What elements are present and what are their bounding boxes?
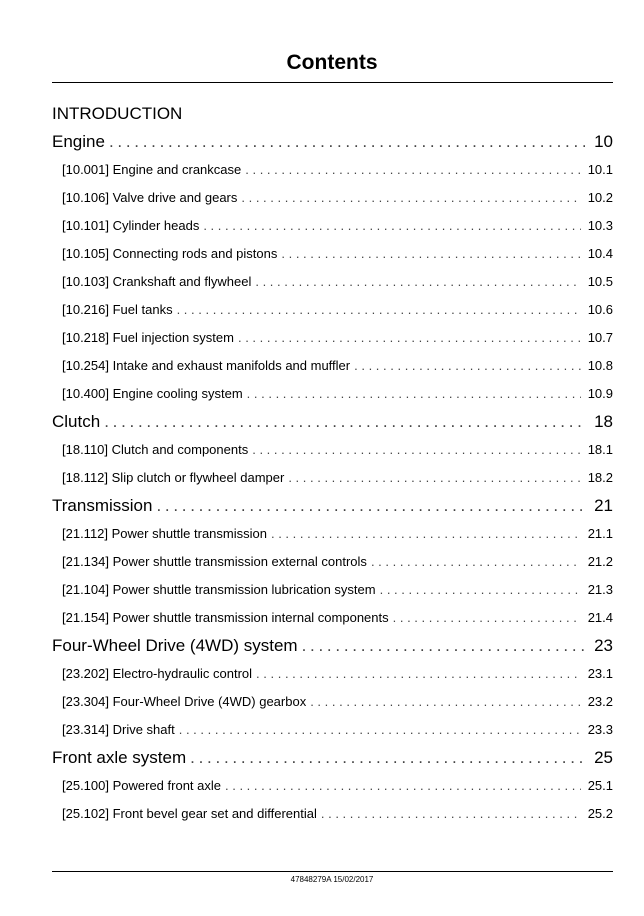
page-footer: 47848279A 15/02/2017	[290, 875, 374, 884]
toc-entry[interactable]	[52, 772, 613, 800]
toc-entry-page: 10.8	[587, 358, 613, 373]
toc-entry-page: 10.4	[587, 246, 613, 261]
toc-section-title: Four-Wheel Drive (4WD) system	[52, 636, 298, 655]
toc-entry-page: 21.2	[587, 554, 613, 569]
toc-entry-label: [23.202] Electro-hydraulic control	[62, 666, 253, 681]
toc-entry[interactable]	[52, 240, 613, 268]
dot-leader	[245, 156, 581, 184]
dot-leader	[256, 660, 581, 688]
dot-leader	[288, 464, 581, 492]
toc-entry[interactable]	[52, 324, 613, 352]
toc-entry[interactable]	[52, 520, 613, 548]
toc-entry[interactable]	[52, 380, 613, 408]
toc-section-page: 21	[594, 496, 613, 515]
toc-entry[interactable]	[52, 296, 613, 324]
toc-entry-label: [21.134] Power shuttle transmission external controls	[62, 554, 367, 569]
dot-leader	[179, 716, 581, 744]
toc-section-engine[interactable]	[52, 128, 613, 156]
toc-entry-label: [21.104] Power shuttle transmission lubrication system	[62, 582, 376, 597]
toc-entry-label: [18.110] Clutch and components	[62, 442, 249, 457]
toc-entry-page: 10.2	[587, 190, 613, 205]
title-divider	[52, 82, 613, 83]
toc-entry-label: [25.102] Front bevel gear set and differential	[62, 806, 317, 821]
toc-entry-page: 23.2	[587, 694, 613, 709]
dot-leader	[238, 324, 581, 352]
dot-leader	[281, 240, 581, 268]
toc-entry-page: 10.6	[587, 302, 613, 317]
toc-entry-page: 18.2	[587, 470, 613, 485]
footer-divider	[52, 871, 613, 872]
dot-leader	[321, 800, 581, 828]
toc-entry[interactable]	[52, 436, 613, 464]
toc-entry-page: 21.3	[587, 582, 613, 597]
toc-entry[interactable]	[52, 212, 613, 240]
toc-entry-label: [10.101] Cylinder heads	[62, 218, 200, 233]
toc-entry-label: [10.001] Engine and crankcase	[62, 162, 242, 177]
toc-section-title: Engine	[52, 132, 105, 151]
toc-entry-page: 10.9	[587, 386, 613, 401]
toc-entry-label: [21.154] Power shuttle transmission internal components	[62, 610, 389, 625]
toc-entry-label: [25.100] Powered front axle	[62, 778, 221, 793]
toc-section-title: Transmission	[52, 496, 153, 515]
toc-entry-label: [10.400] Engine cooling system	[62, 386, 243, 401]
toc-entry-page: 25.1	[587, 778, 613, 793]
toc-section-title: Clutch	[52, 412, 101, 431]
dot-leader	[104, 408, 585, 436]
dot-leader	[393, 604, 581, 632]
dot-leader	[302, 632, 585, 660]
toc-section-4wd[interactable]	[52, 632, 613, 660]
dot-leader	[156, 492, 585, 520]
toc-entry-label: [10.103] Crankshaft and flywheel	[62, 274, 252, 289]
toc-entry[interactable]	[52, 268, 613, 296]
toc-entry[interactable]	[52, 184, 613, 212]
toc-entry-label: [18.112] Slip clutch or flywheel damper	[62, 470, 285, 485]
toc-entry-page: 18.1	[587, 442, 613, 457]
dot-leader	[255, 268, 581, 296]
page-title: Contents	[286, 51, 378, 74]
dot-leader	[241, 184, 581, 212]
dot-leader	[380, 576, 581, 604]
toc-entry-label: [23.304] Four-Wheel Drive (4WD) gearbox	[62, 694, 307, 709]
toc-entry-label: [10.106] Valve drive and gears	[62, 190, 238, 205]
table-of-contents	[52, 100, 613, 828]
dot-leader	[225, 772, 581, 800]
toc-entry[interactable]	[52, 464, 613, 492]
dot-leader	[371, 548, 581, 576]
toc-section-transmission[interactable]	[52, 492, 613, 520]
toc-entry[interactable]	[52, 352, 613, 380]
toc-entry-label: [23.314] Drive shaft	[62, 722, 175, 737]
toc-entry-page: 25.2	[587, 806, 613, 821]
dot-leader	[271, 520, 581, 548]
toc-entry-page: 23.3	[587, 722, 613, 737]
toc-entry-page: 10.1	[587, 162, 613, 177]
toc-entry[interactable]	[52, 548, 613, 576]
toc-entry-label: [10.216] Fuel tanks	[62, 302, 173, 317]
toc-section-page: 10	[594, 132, 613, 151]
dot-leader	[252, 436, 581, 464]
toc-entry-page: 10.7	[587, 330, 613, 345]
toc-entry-label: [21.112] Power shuttle transmission	[62, 526, 267, 541]
dot-leader	[109, 128, 585, 156]
toc-introduction-link[interactable]: INTRODUCTION	[52, 104, 183, 123]
dot-leader	[310, 688, 581, 716]
toc-entry-page: 21.4	[587, 610, 613, 625]
toc-entry-page: 23.1	[587, 666, 613, 681]
toc-entry-label: [10.218] Fuel injection system	[62, 330, 234, 345]
toc-entry[interactable]	[52, 156, 613, 184]
toc-entry[interactable]	[52, 604, 613, 632]
toc-entry[interactable]	[52, 660, 613, 688]
dot-leader	[190, 744, 585, 772]
dot-leader	[247, 380, 581, 408]
toc-entry-page: 10.3	[587, 218, 613, 233]
toc-section-title: Front axle system	[52, 748, 187, 767]
toc-entry-label: [10.105] Connecting rods and pistons	[62, 246, 278, 261]
dot-leader	[177, 296, 581, 324]
toc-entry-label: [10.254] Intake and exhaust manifolds and muffler	[62, 358, 351, 373]
toc-entry[interactable]	[52, 576, 613, 604]
toc-section-page: 18	[594, 412, 613, 431]
toc-entry-page: 10.5	[587, 274, 613, 289]
toc-entry[interactable]	[52, 800, 613, 828]
toc-entry-page: 21.1	[587, 526, 613, 541]
dot-leader	[203, 212, 581, 240]
toc-entry[interactable]	[52, 716, 613, 744]
toc-section-page: 23	[594, 636, 613, 655]
toc-section-front-axle[interactable]	[52, 744, 613, 772]
dot-leader	[354, 352, 581, 380]
toc-entry[interactable]	[52, 688, 613, 716]
toc-section-page: 25	[594, 748, 613, 767]
toc-section-clutch[interactable]	[52, 408, 613, 436]
